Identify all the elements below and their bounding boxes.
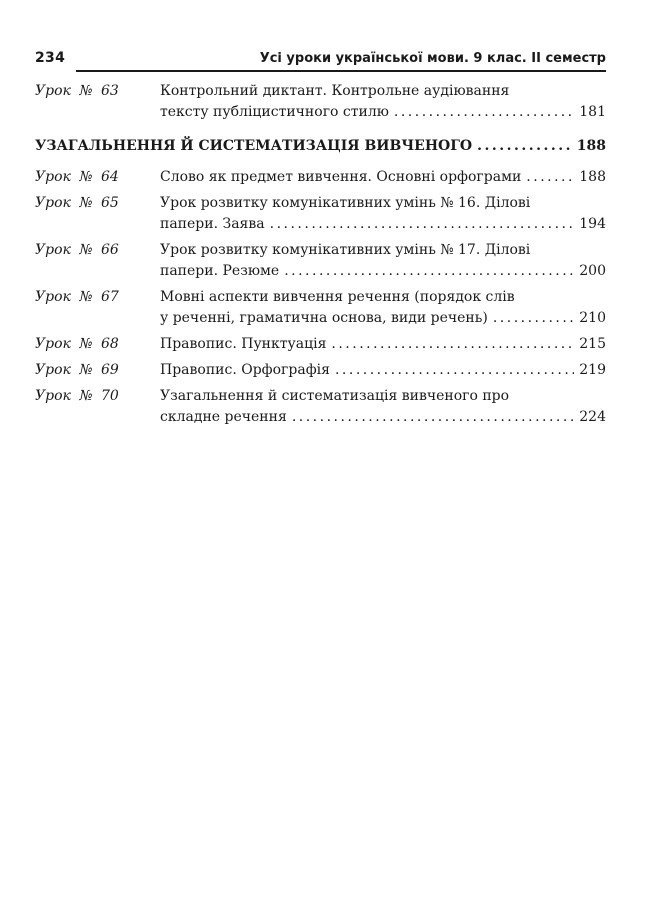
toc-entry-text: тексту публіцистичного стилю: [160, 104, 389, 120]
toc-entry: [35, 240, 606, 282]
toc-page-number: 215: [579, 336, 606, 352]
toc-entry-label: Урок № 68: [35, 336, 119, 352]
dot-leader: [526, 167, 574, 188]
toc-page-number: 224: [579, 409, 606, 425]
toc-entry-body: [35, 136, 606, 157]
toc-entry-body: [160, 360, 606, 381]
header-rule: [76, 70, 606, 72]
toc-entry-text: папери. Резюме: [160, 263, 280, 279]
toc-entry-line: [160, 261, 606, 282]
toc-entry-label: Урок № 65: [35, 195, 119, 211]
toc-entry-body: [160, 386, 606, 428]
toc-entry-line: [160, 360, 606, 381]
toc-entry-text: Мовні аспекти вивчення речення (порядок слів: [160, 289, 515, 305]
toc-entry-body: [160, 287, 606, 329]
toc-section-heading: [35, 136, 606, 157]
toc-entry-line: [160, 102, 606, 123]
toc-entry-body: [160, 81, 606, 123]
toc-entry-line: [160, 193, 606, 214]
toc-entry-line: [160, 386, 606, 407]
toc-entry-label: Урок № 69: [35, 362, 119, 378]
toc-entry: [35, 193, 606, 235]
toc-entry-label: Урок № 63: [35, 83, 119, 99]
toc-entry-label: Урок № 64: [35, 169, 119, 185]
toc-entry-text: у реченні, граматична основа, види речень): [160, 310, 488, 326]
toc-entry-line: [160, 407, 606, 428]
toc-entry: [35, 167, 606, 188]
toc-entry-line: [160, 287, 606, 308]
toc-page-number: 200: [579, 263, 606, 279]
dot-leader: [493, 308, 574, 329]
dot-leader: [477, 136, 572, 157]
toc-entry-text: папери. Заява: [160, 216, 265, 232]
toc-entry-body: [160, 334, 606, 355]
toc-entry: [35, 81, 606, 123]
toc-page-number: 188: [579, 169, 606, 185]
toc-entry-text: Узагальнення й систематизація вивченого про: [160, 388, 510, 404]
toc-entry-text: Правопис. Пунктуація: [160, 336, 327, 352]
toc-entry-body: [160, 240, 606, 282]
page-header: [35, 50, 606, 66]
dot-leader: [335, 360, 574, 381]
toc-entry-body: [160, 167, 606, 188]
toc-page-number: 219: [579, 362, 606, 378]
toc-entry-line: [35, 136, 606, 157]
page-number: 234: [35, 50, 66, 66]
toc-entry-text: Урок розвитку комунікативних умінь № 16. Ділові: [160, 195, 531, 211]
toc-entry-text: УЗАГАЛЬНЕННЯ Й СИСТЕМАТИЗАЦІЯ ВИВЧЕНОГО: [35, 138, 473, 154]
toc-entry-line: [160, 334, 606, 355]
toc-page-number: 188: [576, 138, 606, 154]
toc-page-number: 194: [579, 216, 606, 232]
toc-entry-line: [160, 308, 606, 329]
dot-leader: [394, 102, 574, 123]
dot-leader: [270, 214, 575, 235]
toc-page-number: 181: [579, 104, 606, 120]
toc-entry-label: Урок № 70: [35, 388, 119, 404]
toc-entry-text: Слово як предмет вивчення. Основні орфограми: [160, 169, 522, 185]
dot-leader: [331, 334, 574, 355]
toc-entry-text: Правопис. Орфографія: [160, 362, 330, 378]
toc-entry-line: [160, 214, 606, 235]
toc-entry-text: Урок розвитку комунікативних умінь № 17. Ділові: [160, 242, 531, 258]
dot-leader: [292, 407, 574, 428]
toc-entry-body: [160, 193, 606, 235]
toc-entry-label: Урок № 66: [35, 242, 119, 258]
toc-page-number: 210: [579, 310, 606, 326]
toc-entry-line: [160, 167, 606, 188]
toc-entry-text: Контрольний диктант. Контрольне аудіювання: [160, 83, 510, 99]
toc-entry: [35, 360, 606, 381]
toc-list: [35, 81, 606, 428]
toc-entry-line: [160, 240, 606, 261]
toc-entry-text: складне речення: [160, 409, 287, 425]
toc-entry: [35, 287, 606, 329]
dot-leader: [284, 261, 574, 282]
toc-entry-label: Урок № 67: [35, 289, 119, 305]
toc-entry: [35, 334, 606, 355]
running-title: Усі уроки української мови. 9 клас. ІІ семестр: [259, 51, 606, 66]
toc-entry: [35, 386, 606, 428]
toc-entry-line: [160, 81, 606, 102]
